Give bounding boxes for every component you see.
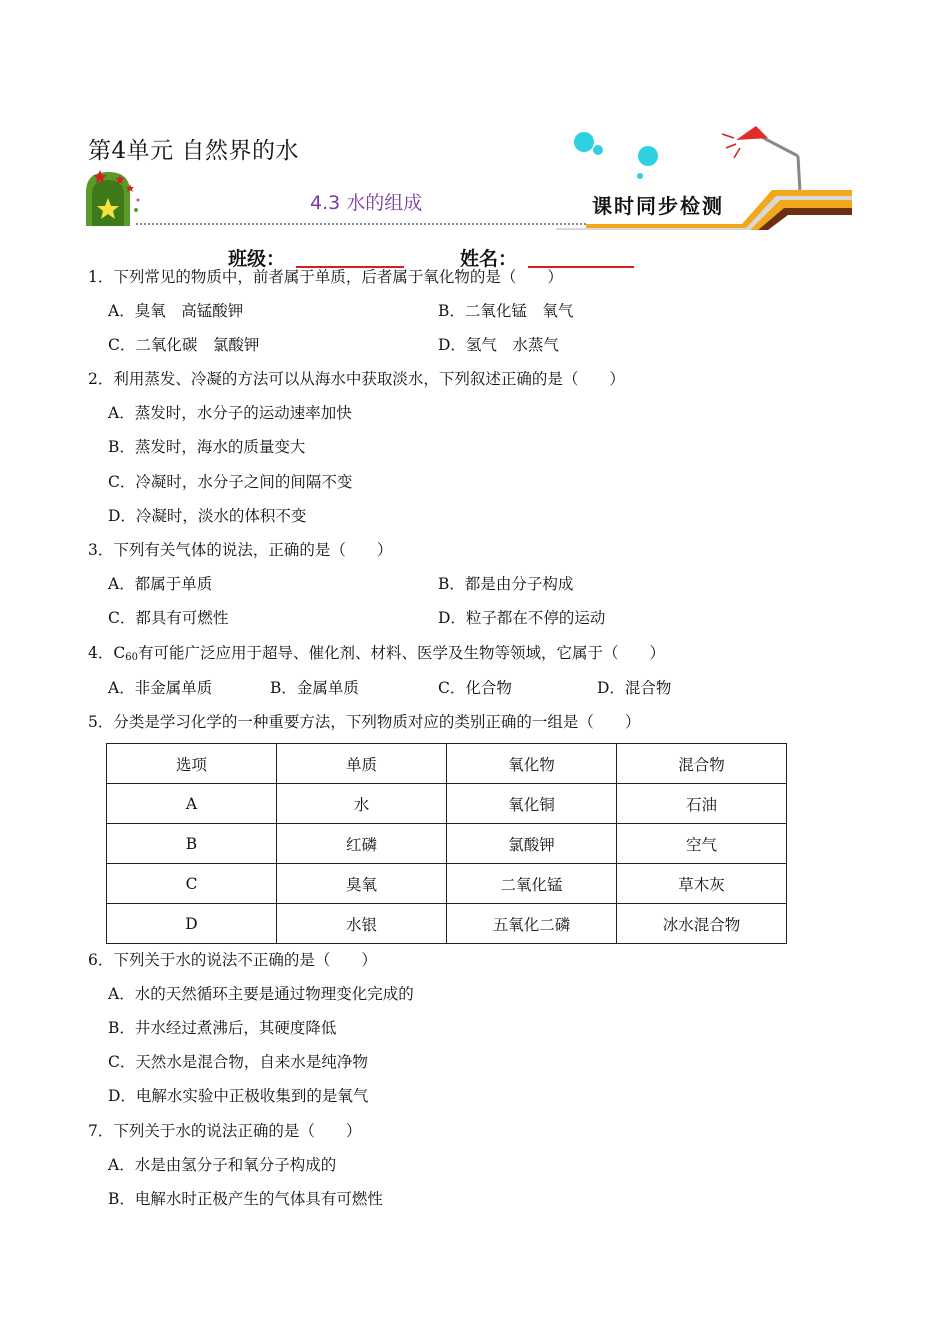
table-row	[107, 784, 787, 824]
table-cell: 红磷	[277, 824, 447, 864]
table-cell: C	[107, 864, 277, 904]
classification-table	[106, 743, 787, 944]
table-row	[107, 824, 787, 864]
question-5-stem: 5．分类是学习化学的一种重要方法，下列物质对应的类别正确的一组是（ ）	[88, 713, 641, 731]
table-cell: 氯酸钾	[447, 824, 617, 864]
table-cell: 水银	[277, 904, 447, 944]
q1-option-b: B．二氧化锰 氧气	[438, 302, 574, 320]
q6-option-a: A．水的天然循环主要是通过物理变化完成的	[108, 985, 414, 1003]
name-label: 姓名：	[460, 248, 518, 270]
header-banner	[86, 120, 852, 230]
question-7-stem: 7．下列关于水的说法正确的是（ ）	[88, 1122, 362, 1140]
question-6-stem: 6．下列关于水的说法不正确的是（ ）	[88, 951, 377, 969]
q7-option-a: A．水是由氢分子和氧分子构成的	[108, 1156, 337, 1174]
unit-title: 第4单元 自然界的水	[88, 138, 299, 164]
q1-option-d: D．氢气 水蒸气	[438, 336, 559, 354]
desk-lamp-icon	[722, 126, 800, 192]
q3-option-d: D．粒子都在不停的运动	[438, 609, 606, 627]
bubble-icon	[574, 132, 594, 152]
table-cell: 氧化铜	[447, 784, 617, 824]
table-cell: 五氧化二磷	[447, 904, 617, 944]
table-header-cell: 混合物	[617, 744, 787, 784]
table-header-cell: 选项	[107, 744, 277, 784]
q3-option-a: A．都属于单质	[108, 575, 213, 593]
question-3-stem: 3．下列有关气体的说法，正确的是（ ）	[88, 541, 393, 559]
table-header-row	[107, 744, 787, 784]
table-cell: 空气	[617, 824, 787, 864]
question-1-stem: 1．下列常见的物质中，前者属于单质，后者属于氧化物的是（ ）	[88, 268, 563, 286]
q2-option-a: A．蒸发时，水分子的运动速率加快	[108, 404, 352, 422]
q1-option-a: A．臭氧 高锰酸钾	[108, 302, 244, 320]
table-header-cell: 氧化物	[447, 744, 617, 784]
q4-stem-subscript: 60	[125, 652, 138, 663]
q6-option-c: C．天然水是混合物，自来水是纯净物	[108, 1053, 368, 1071]
table-cell: 石油	[617, 784, 787, 824]
q2-option-d: D．冷凝时，淡水的体积不变	[108, 507, 307, 525]
question-2-stem: 2．利用蒸发、冷凝的方法可以从海水中获取淡水，下列叙述正确的是（ ）	[88, 370, 625, 388]
table-cell: 草木灰	[617, 864, 787, 904]
q4-stem-prefix: 4．C	[88, 644, 126, 662]
banner-label: 课时同步检测	[592, 194, 724, 218]
q1-option-c: C．二氧化碳 氯酸钾	[108, 336, 260, 354]
q6-option-b: B．井水经过煮沸后，其硬度降低	[108, 1019, 337, 1037]
table-cell: 冰水混合物	[617, 904, 787, 944]
q3-option-b: B．都是由分子构成	[438, 575, 574, 593]
star-mound-icon	[86, 170, 140, 226]
q4-stem-suffix: 有可能广泛应用于超导、催化剂、材料、医学及生物等领域，它属于（ ）	[137, 644, 665, 662]
q2-option-c: C．冷凝时，水分子之间的间隔不变	[108, 473, 353, 491]
q6-option-d: D．电解水实验中正极收集到的是氧气	[108, 1087, 369, 1105]
table-cell: B	[107, 824, 277, 864]
table-row	[107, 864, 787, 904]
q4-option-c: C．化合物	[438, 679, 512, 697]
table-cell: 臭氧	[277, 864, 447, 904]
q4-option-b: B．金属单质	[270, 679, 359, 697]
q3-option-c: C．都具有可燃性	[108, 609, 229, 627]
table-row	[107, 904, 787, 944]
section-title: 4.3 水的组成	[310, 192, 423, 214]
table-header-cell: 单质	[277, 744, 447, 784]
table-cell: D	[107, 904, 277, 944]
table-cell: 水	[277, 784, 447, 824]
q4-option-a: A．非金属单质	[108, 679, 213, 697]
question-4-stem	[88, 641, 665, 663]
table-cell: A	[107, 784, 277, 824]
q4-option-d: D．混合物	[597, 679, 672, 697]
q7-option-b: B．电解水时正极产生的气体具有可燃性	[108, 1190, 383, 1208]
q2-option-b: B．蒸发时，海水的质量变大	[108, 438, 306, 456]
class-label: 班级：	[228, 248, 286, 270]
table-cell: 二氧化锰	[447, 864, 617, 904]
